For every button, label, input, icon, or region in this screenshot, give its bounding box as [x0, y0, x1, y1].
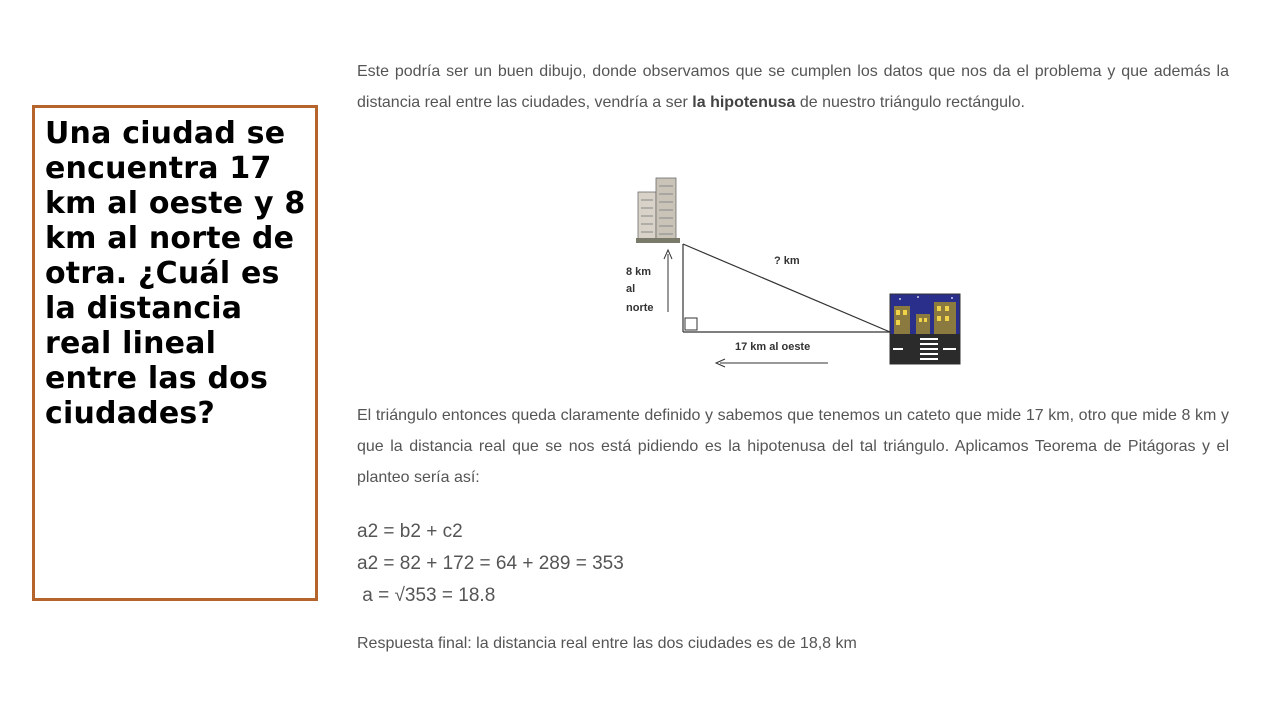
question-box — [32, 105, 318, 601]
west-label: 17 km al oeste — [735, 341, 811, 353]
west-arrow — [716, 359, 828, 367]
explanation-paragraph: El triángulo entonces queda claramente definido y sabemos que tenemos un cateto que mide 17 km, otro que mide 8 km y que la distancia real que se nos está pidiendo es la hipotenusa del tal triángulo. Aplicamos Teorema de Pitágoras y el planteo sería así: — [357, 407, 1229, 486]
equation-line-2: a2 = 82 + 172 = 64 + 289 = 353 — [357, 553, 624, 574]
intro-text-end: de nuestro triángulo rectángulo. — [795, 94, 1025, 111]
triangle-diagram — [600, 172, 980, 372]
equation-line-3: a = √353 = 18.8 — [357, 585, 496, 606]
equation-block — [357, 516, 624, 612]
north-label-line3: norte — [626, 302, 654, 314]
hypotenuse-label: ? km — [774, 255, 800, 267]
intro-paragraph — [357, 56, 1229, 118]
building-icon — [636, 178, 680, 243]
equation-line-1: a2 = b2 + c2 — [357, 521, 463, 542]
intro-text-start: Este podría ser un buen dibujo, donde observamos que se cumplen los datos que nos da el problema y que además la distancia real entre las ciudades, vendría a ser — [357, 63, 1229, 111]
north-label-line2: al — [626, 283, 636, 295]
north-label-line1: 8 km — [626, 266, 652, 278]
intro-bold-term: la hipotenusa — [692, 94, 796, 111]
question-text: Una ciudad se encuentra 17 km al oeste y 8 km al norte de otra. ¿Cuál es la distancia real lineal entre las dos ciudades? — [45, 116, 306, 431]
night-city-icon — [890, 294, 960, 364]
north-arrow — [664, 250, 672, 312]
final-answer: Respuesta final: la distancia real entre las dos ciudades es de 18,8 km — [357, 635, 857, 652]
